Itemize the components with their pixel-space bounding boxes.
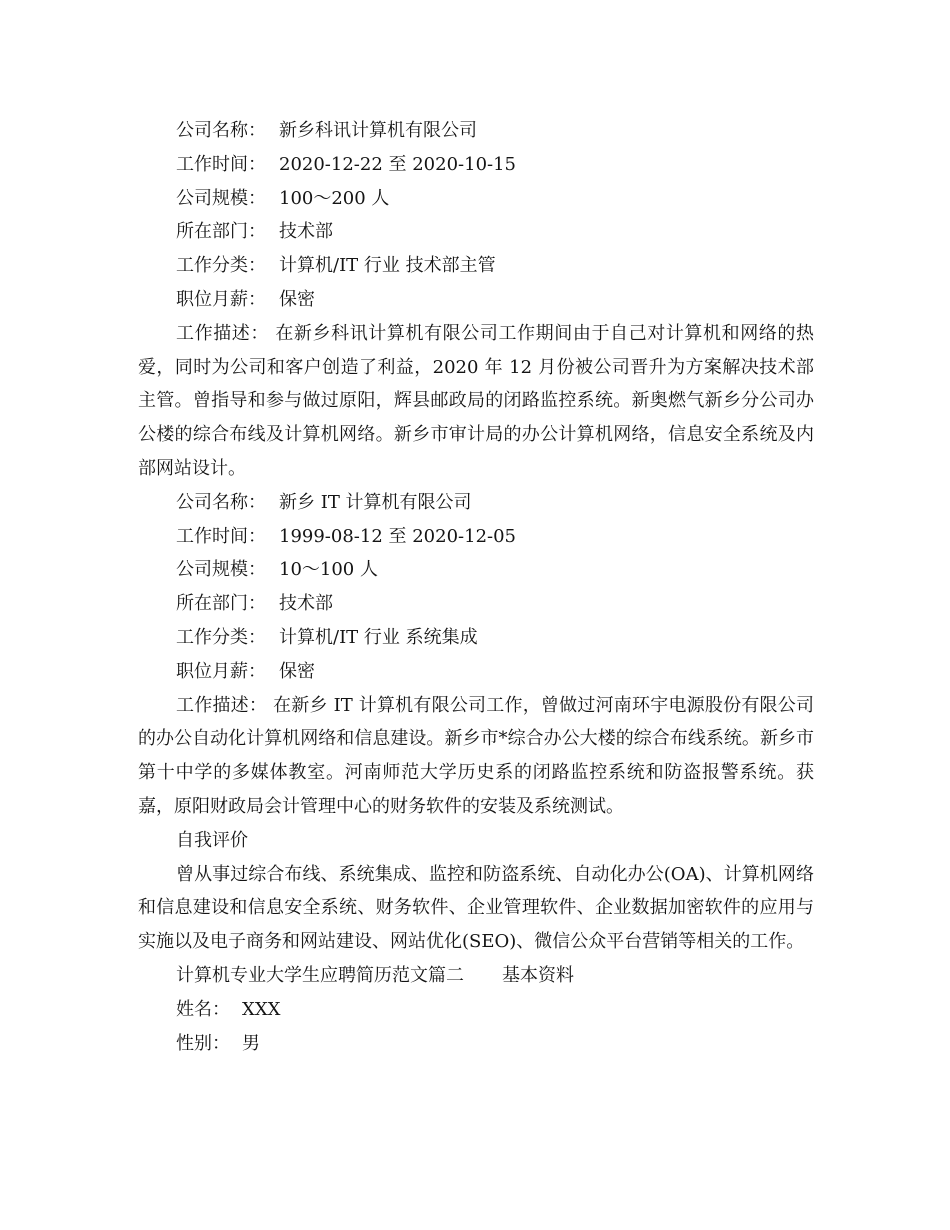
company-size-row bbox=[138, 182, 814, 216]
field-value: 保密 bbox=[279, 288, 315, 310]
self-evaluation-text: 曾从事过综合布线、系统集成、监控和防盗系统、自动化办公(OA)、计算机网络和信息建设和信息安全系统、财务软件、企业管理软件、企业数据加密软件的应用与实施以及电子商务和网站建设、网站优化(SEO)、微信公众平台营销等相关的工作。 bbox=[138, 863, 814, 953]
name-row bbox=[138, 993, 814, 1027]
field-value: 新乡科讯计算机有限公司 bbox=[279, 120, 477, 141]
field-label: 工作分类： bbox=[176, 255, 266, 277]
field-value: 技术部 bbox=[279, 593, 333, 615]
description-label: 工作描述： bbox=[176, 322, 269, 344]
monthly-salary-row bbox=[138, 655, 814, 689]
department-row bbox=[138, 215, 814, 249]
job-category-row bbox=[138, 249, 814, 283]
field-label: 职位月薪： bbox=[176, 660, 266, 682]
field-value: 技术部 bbox=[279, 221, 333, 243]
job-category-row bbox=[138, 621, 814, 655]
field-value: 计算机/IT 行业 技术部主管 bbox=[279, 255, 496, 277]
department-row bbox=[138, 587, 814, 621]
section-title bbox=[138, 959, 814, 993]
field-value: 100～200 人 bbox=[279, 187, 390, 209]
field-label: 所在部门： bbox=[176, 221, 266, 243]
work-experience-2 bbox=[138, 486, 814, 824]
field-value: 计算机/IT 行业 系统集成 bbox=[279, 626, 478, 648]
self-evaluation-heading: 自我评价 bbox=[176, 829, 248, 851]
field-value: 男 bbox=[242, 1032, 260, 1054]
resume-content bbox=[138, 114, 814, 1060]
field-value: 1999-08-12 至 2020-12-05 bbox=[279, 525, 517, 547]
company-size-row bbox=[138, 553, 814, 587]
field-label: 公司名称： bbox=[176, 491, 266, 513]
company-name-row bbox=[138, 486, 814, 520]
job-description bbox=[138, 317, 814, 486]
field-value: XXX bbox=[242, 998, 281, 1020]
field-label: 公司规模： bbox=[176, 187, 266, 209]
description-text: 在新乡科讯计算机有限公司工作期间由于自己对计算机和网络的热爱，同时为公司和客户创造了利益，2020 年 12 月份被公司晋升为方案解决技术部主管。曾指导和参与做过原阳，辉县邮政局的闭路监控系统。新奥燃气新乡分公司办公楼的综合布线及计算机网络。新乡市审计局的办公计算机网络，信息安全系统及内部网站设计。 bbox=[138, 322, 814, 479]
field-label: 公司规模： bbox=[176, 559, 266, 581]
section-title-text: 计算机专业大学生应聘简历范文篇二 bbox=[176, 964, 464, 986]
field-value: 保密 bbox=[279, 660, 315, 682]
field-value: 10～100 人 bbox=[279, 559, 378, 581]
section-subtitle: 基本资料 bbox=[502, 964, 574, 986]
field-label: 性别： bbox=[176, 1032, 230, 1054]
field-label: 职位月薪： bbox=[176, 288, 266, 310]
work-period-row bbox=[138, 520, 814, 554]
work-period-row bbox=[138, 148, 814, 182]
company-name-row bbox=[138, 114, 814, 148]
description-label: 工作描述： bbox=[176, 694, 268, 716]
field-label: 工作分类： bbox=[176, 626, 266, 648]
field-value: 新乡 IT 计算机有限公司 bbox=[279, 491, 472, 513]
description-text: 在新乡 IT 计算机有限公司工作，曾做过河南环宇电源股份有限公司的办公自动化计算机网络和信息建设。新乡市*综合办公大楼的综合布线系统。新乡市第十中学的多媒体教室。河南师范大学历史系的闭路监控系统和防盗报警系统。获嘉，原阳财政局会计管理中心的财务软件的安装及系统测试。 bbox=[138, 694, 815, 817]
field-label: 姓名： bbox=[176, 998, 230, 1020]
field-label: 所在部门： bbox=[176, 593, 266, 615]
field-label: 工作时间： bbox=[176, 525, 266, 547]
monthly-salary-row bbox=[138, 283, 814, 317]
field-value: 2020-12-22 至 2020-10-15 bbox=[279, 153, 517, 175]
job-description bbox=[138, 689, 814, 824]
field-label: 工作时间： bbox=[176, 153, 266, 175]
work-experience-1 bbox=[138, 114, 814, 486]
gender-row bbox=[138, 1027, 814, 1061]
field-label: 公司名称： bbox=[176, 120, 266, 141]
